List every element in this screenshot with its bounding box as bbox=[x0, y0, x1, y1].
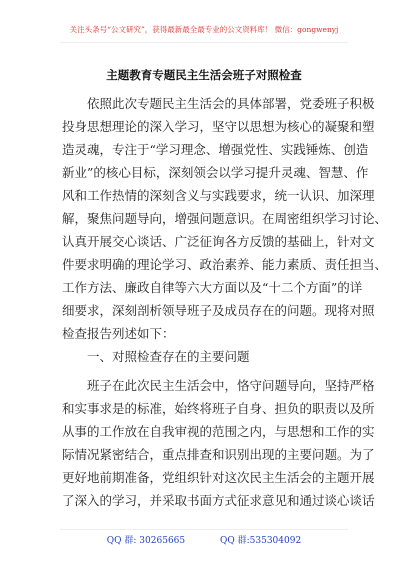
text-line: 风和工作热情的深刻含义与实践要求，统一认识、加深理 bbox=[62, 188, 375, 203]
text-line: 细要求，深刻剖析领导班子及成员存在的问题。现将对照 bbox=[62, 303, 375, 318]
text-line: 从事的工作放在自我审视的范围之内，与思想和工作的实 bbox=[62, 424, 375, 439]
text-line: 投身思想理论的深入学习，坚守以思想为核心的凝聚和塑 bbox=[62, 119, 375, 134]
qq-group-2: QQ 群:535304092 bbox=[220, 536, 302, 546]
text-line: 和实事求是的标准，始终将班子自身、担负的职责以及所 bbox=[62, 401, 375, 416]
header-notice: 关注头条号“公文研究”，获得最新最全最专业的公文资料库！ 微信：gongwenyj bbox=[69, 25, 339, 34]
text-line: 际情况紧密结合，重点排查和识别出现的主要问题。为了 bbox=[62, 447, 375, 462]
text-line: 造灵魂，专注于“学习理念、增强党性、实践锤炼、创造 bbox=[62, 142, 369, 157]
text-line: 认真开展交心谈话、广泛征询各方反馈的基础上，针对文 bbox=[62, 234, 375, 249]
text-line: 检查报告列述如下： bbox=[62, 326, 175, 341]
footer-divider bbox=[60, 529, 348, 530]
document-body bbox=[62, 92, 388, 512]
intro-paragraph bbox=[62, 92, 388, 345]
qq-group-1: QQ 群: 30265665 bbox=[106, 536, 186, 546]
section-heading: 一、对照检查存在的主要问题 bbox=[87, 349, 250, 364]
header-divider bbox=[60, 42, 348, 43]
text-line: 解，聚焦问题导向，增强问题意识。在周密组织学习讨论、 bbox=[62, 211, 388, 226]
section-paragraph bbox=[62, 374, 375, 512]
text-line: 新业”的核心目标，深刻领会以学习提升灵魂、智慧、作 bbox=[62, 165, 369, 180]
footer bbox=[0, 535, 408, 547]
text-line: 班子在此次民主生活会中，恪守问题导向，坚持严格 bbox=[87, 378, 375, 393]
text-line: 工作方法、廉政自律等六大方面以及“十二个方面”的详 bbox=[62, 280, 363, 295]
text-line: 依照此次专题民主生活会的具体部署，党委班子积极 bbox=[87, 96, 375, 111]
text-line: 更好地前期准备，党组织针对这次民主生活会的主题开展 bbox=[62, 470, 375, 485]
text-line: 件要求明确的理论学习、政治素养、能力素质、责任担当、 bbox=[62, 257, 388, 272]
text-line: 了深入的学习，并采取书面方式征求意见和通过谈心谈话 bbox=[62, 493, 375, 508]
document-title: 主题教育专题民主生活会班子对照检查 bbox=[106, 68, 302, 82]
